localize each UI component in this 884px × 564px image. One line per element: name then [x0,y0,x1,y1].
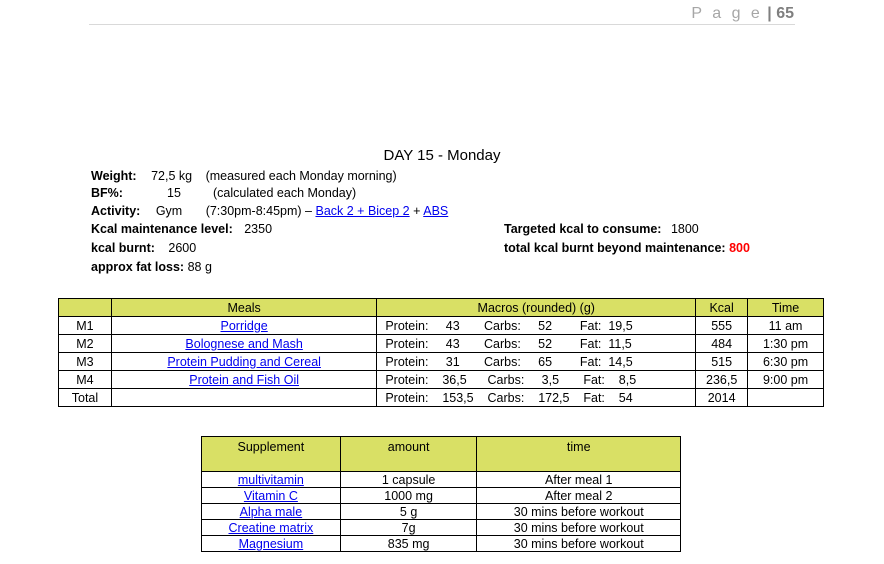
supplement-link[interactable]: Alpha male [239,504,303,519]
table-row [59,371,824,389]
supp-time: 30 mins before workout [477,520,681,536]
table-row [59,317,824,335]
supp-header-time: time [477,437,681,472]
fat-loss-value: 88 g [187,260,212,274]
beyond-line [504,241,750,255]
fat-loss-line [91,260,212,274]
meal-link[interactable]: Bolognese and Mash [185,336,303,351]
activity-label: Activity: [91,204,141,218]
bf-note: (calculated each Monday) [213,186,357,200]
target-line [504,222,699,236]
activity-plus: + [413,204,421,218]
supplement-link[interactable]: Magnesium [238,536,304,551]
meals-header-id [59,299,112,317]
supp-header-amount: amount [340,437,477,472]
meal-time: 6:30 pm [748,353,824,371]
supplements-header-row [202,437,681,472]
total-kcal: 2014 [696,389,748,407]
weight-label: Weight: [91,169,137,183]
burnt-line [91,241,196,255]
meals-header-row [59,299,824,317]
supp-time: 30 mins before workout [477,536,681,552]
supp-header-supplement: Supplement [202,437,341,472]
supp-name-cell [202,472,341,488]
supplement-link[interactable]: Vitamin C [243,488,298,503]
meal-id: M3 [59,353,112,371]
meal-link[interactable]: Porridge [220,318,268,333]
meal-name-cell [111,371,376,389]
activity-line [91,204,448,218]
supp-time: After meal 2 [477,488,681,504]
target-label: Targeted kcal to consume: [504,222,662,236]
table-row [202,520,681,536]
meal-kcal: 236,5 [696,371,748,389]
supp-time: After meal 1 [477,472,681,488]
weight-value: 72,5 kg [151,169,193,183]
supplement-link[interactable]: Creatine matrix [228,520,314,535]
page-header [691,5,794,23]
meal-kcal: 484 [696,335,748,353]
supp-name-cell [202,536,341,552]
meals-header-time: Time [748,299,824,317]
supp-amount: 835 mg [340,536,477,552]
supp-amount: 1000 mg [340,488,477,504]
meal-kcal: 555 [696,317,748,335]
fat-loss-label: approx fat loss: [91,260,185,274]
table-row [202,472,681,488]
meal-macros: Protein: 31 Carbs: 65 Fat: 14,5 [377,353,696,371]
table-row [202,504,681,520]
meals-header-macros: Macros (rounded) (g) [377,299,696,317]
table-row [59,335,824,353]
supp-name-cell [202,488,341,504]
back-bicep-link[interactable]: Back 2 + Bicep 2 [315,204,410,218]
weight-line [91,169,397,183]
supp-time: 30 mins before workout [477,504,681,520]
burnt-value: 2600 [168,241,197,255]
total-row [59,389,824,407]
total-meal [111,389,376,407]
meals-header-kcal: Kcal [696,299,748,317]
weight-note: (measured each Monday morning) [205,169,397,183]
supp-amount: 1 capsule [340,472,477,488]
supplements-table [201,436,681,552]
meals-header-meals: Meals [111,299,376,317]
bf-line [91,186,357,200]
day-title: DAY 15 - Monday [383,147,501,164]
bf-label: BF%: [91,186,123,200]
target-value: 1800 [670,222,699,236]
meal-link[interactable]: Protein and Fish Oil [189,372,300,387]
meal-name-cell [111,317,376,335]
meal-name-cell [111,353,376,371]
meal-macros: Protein: 36,5 Carbs: 3,5 Fat: 8,5 [377,371,696,389]
meal-macros: Protein: 43 Carbs: 52 Fat: 19,5 [377,317,696,335]
supp-name-cell [202,504,341,520]
meals-table [58,298,824,407]
meal-time: 9:00 pm [748,371,824,389]
total-time [748,389,824,407]
table-row [59,353,824,371]
burnt-label: kcal burnt: [91,241,155,255]
meal-time: 1:30 pm [748,335,824,353]
bf-value: 15 [167,186,181,200]
supp-amount: 5 g [340,504,477,520]
page-word: P a g e [691,5,763,22]
header-rule [89,24,795,25]
activity-value: Gym [155,204,183,218]
page-separator: | [767,5,772,22]
page-number: 65 [776,5,794,22]
table-row [202,536,681,552]
meal-id: M4 [59,371,112,389]
supplement-link[interactable]: multivitamin [237,472,304,487]
maintenance-line [91,222,272,236]
meal-time: 11 am [748,317,824,335]
maintenance-label: Kcal maintenance level: [91,222,233,236]
activity-time: (7:30pm-8:45pm) – [205,204,312,218]
meal-link[interactable]: Protein Pudding and Cereal [167,354,321,369]
supp-name-cell [202,520,341,536]
meal-kcal: 515 [696,353,748,371]
meal-macros: Protein: 43 Carbs: 52 Fat: 11,5 [377,335,696,353]
supp-amount: 7g [340,520,477,536]
meal-id: M1 [59,317,112,335]
meal-id: M2 [59,335,112,353]
abs-link[interactable]: ABS [423,204,449,218]
total-label: Total [59,389,112,407]
meal-name-cell [111,335,376,353]
total-macros: Protein: 153,5 Carbs: 172,5 Fat: 54 [377,389,696,407]
beyond-value: 800 [729,241,750,255]
beyond-label: total kcal burnt beyond maintenance: [504,241,726,255]
maintenance-value: 2350 [244,222,273,236]
table-row [202,488,681,504]
